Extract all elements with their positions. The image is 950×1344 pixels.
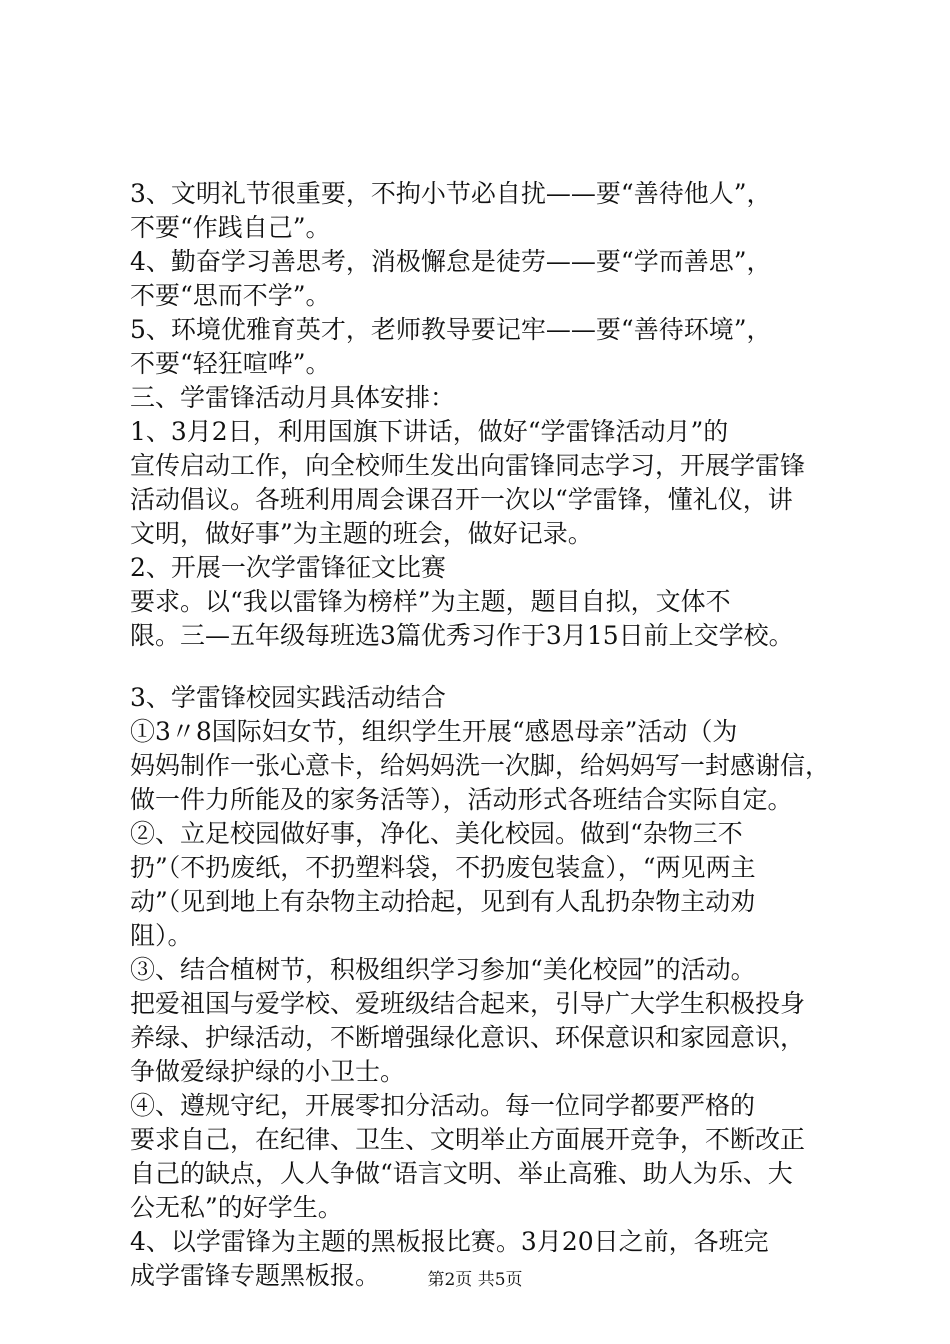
- text-line: 成学雷锋专题黑板报。: [130, 1261, 381, 1290]
- text-line: 2、开展一次学雷锋征文比赛: [130, 553, 446, 582]
- text-line: 3、文明礼节很重要，不拘小节必自扰——要“善待他人”，: [130, 179, 772, 208]
- text-line: 3、学雷锋校园实践活动结合: [130, 683, 446, 712]
- text-line: 妈妈制作一张心意卡，给妈妈洗一次脚，给妈妈写一封感谢信，: [130, 751, 831, 780]
- text-line: 1、3月2日，利用国旗下讲话，做好“学雷锋活动月”的: [130, 417, 729, 446]
- text-line: ④、遵规守纪，开展零扣分活动。每一位同学都要严格的: [130, 1091, 756, 1120]
- text-line: 要求。以“我以雷锋为榜样”为主题，题目自拟，文体不: [130, 587, 731, 616]
- section-heading: 三、学雷锋活动月具体安排：: [130, 383, 456, 412]
- text-line: 公无私”的好学生。: [130, 1193, 343, 1222]
- page-number-footer: 第2页 共5页: [427, 1270, 523, 1290]
- text-line: 不要“作践自己”。: [130, 213, 331, 242]
- text-line: 宣传启动工作，向全校师生发出向雷锋同志学习，开展学雷锋: [130, 451, 806, 480]
- text-line: 不要“思而不学”。: [130, 281, 331, 310]
- text-line: 扔”（不扔废纸，不扔塑料袋，不扔废包装盒），“两见两主: [130, 853, 756, 882]
- text-line: 5、环境优雅育英才，老师教导要记牢——要“善待环境”，: [130, 315, 772, 344]
- text-line: 养绿、护绿活动，不断增强绿化意识、环保意识和家园意识，: [130, 1023, 806, 1052]
- text-line: 争做爱绿护绿的小卫士。: [130, 1057, 406, 1086]
- text-line: 阻）。: [130, 921, 193, 950]
- text-line: 文明，做好事”为主题的班会，做好记录。: [130, 519, 593, 548]
- text-line: 不要“轻狂喧哗”。: [130, 349, 331, 378]
- text-line: ①3〃8国际妇女节，组织学生开展“感恩母亲”活动（为: [130, 717, 738, 746]
- text-line: 做一件力所能及的家务活等），活动形式各班结合实际自定。: [130, 785, 793, 814]
- text-line: 4、勤奋学习善思考，消极懈怠是徒劳——要“学而善思”，: [130, 247, 772, 276]
- text-line: 动”（见到地上有杂物主动拾起，见到有人乱扔杂物主动劝: [130, 887, 756, 916]
- text-line: 限。三—五年级每班选3篇优秀习作于3月15日前上交学校。: [130, 621, 794, 650]
- text-line: ②、立足校园做好事，净化、美化校园。做到“杂物三不: [130, 819, 743, 848]
- text-line: 自己的缺点，人人争做“语言文明、举止高雅、助人为乐、大: [130, 1159, 793, 1188]
- text-line: 把爱祖国与爱学校、爱班级结合起来，引导广大学生积极投身: [130, 989, 806, 1018]
- text-line: 要求自己，在纪律、卫生、文明举止方面展开竞争，不断改正: [130, 1125, 806, 1154]
- text-line: ③、结合植树节，积极组织学习参加“美化校园”的活动。: [130, 955, 756, 984]
- text-line: 活动倡议。各班利用周会课召开一次以“学雷锋，懂礼仪，讲: [130, 485, 793, 514]
- text-line: 4、以学雷锋为主题的黑板报比赛。3月20日之前，各班完: [130, 1227, 769, 1256]
